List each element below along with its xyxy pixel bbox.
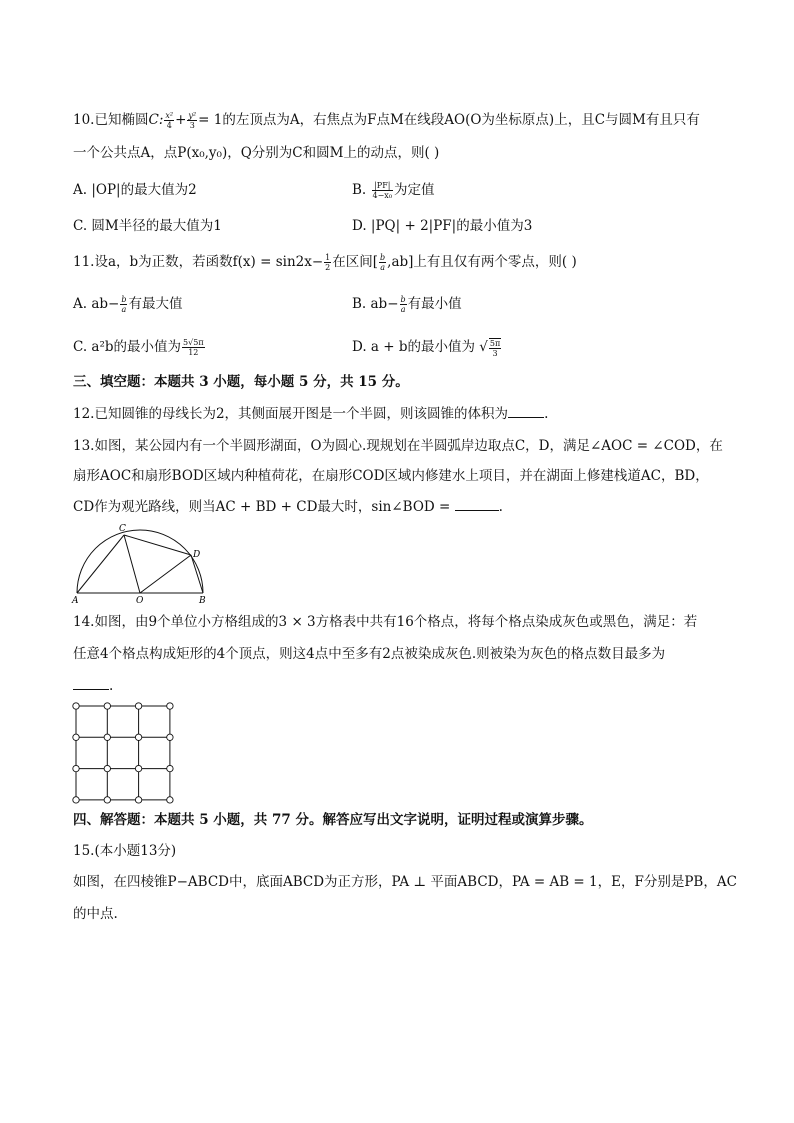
grid-lattice-point	[73, 734, 79, 740]
q10-option-b: B. $\frac{|PF|}{\text{4−x₀}}$ 为定值	[352, 181, 435, 200]
grid-lattice-point	[104, 703, 110, 709]
q13-semicircle-figure	[70, 520, 212, 606]
q11-option-c: C. a²b的最小值为 $\frac{5√5\pi}{12}$	[73, 338, 204, 357]
q14-answer-blank[interactable]	[73, 677, 109, 690]
q13-stem-line2: 扇形AOC和扇形BOD区域内种植荷花，在扇形COD区域内修建水上项目，并在湖面上修建栈道AC，BD，	[73, 468, 709, 484]
q10-frac-x: $\frac{\text{x²}}{4}$	[165, 111, 174, 130]
grid-lattice-point	[73, 703, 79, 709]
q10-option-c: C. 圆M半径的最大值为1	[73, 218, 222, 234]
grid-lattice-point	[73, 797, 79, 803]
q14-grid-figure	[70, 700, 176, 806]
label-o: O	[136, 596, 144, 606]
q11-option-d: D. a + b的最小值为 √ $\frac{5\pi}{3}$	[352, 338, 501, 358]
q10-optB-frac: $\frac{|PF|}{\text{4−x₀}}$	[372, 181, 393, 200]
q15-stem-line1: 如图，在四棱锥P−ABCD中，底面ABCD为正方形，PA ⊥ 平面ABCD，PA = AB = 1，E，F分别是PB，AC	[73, 874, 737, 890]
q14-answer-line: .	[73, 676, 113, 696]
q10-frac-y: $\frac{\text{y²}}{3}$	[188, 111, 197, 130]
q15-stem-line2: 的中点.	[73, 906, 118, 922]
grid-lattice-point	[135, 734, 141, 740]
q11-option-a: A. ab− $\frac{b}{a}$ 有最大值	[73, 295, 183, 314]
q10-option-d: D. |PQ| + 2|PF|的最小值为3	[352, 218, 533, 234]
grid-lattice-point	[167, 703, 173, 709]
label-c: C	[119, 524, 126, 534]
label-b: B	[199, 596, 206, 606]
segment-db	[191, 555, 203, 593]
q13-stem-line1: 13.如图，某公园内有一个半圆形湖面，O为圆心.现规划在半圆弧岸边取点C，D，满足∠AOC = ∠COD，在	[73, 438, 723, 454]
grid-lattice-point	[104, 797, 110, 803]
segment-od	[140, 555, 191, 593]
label-a: A	[72, 596, 79, 606]
q14-stem-line1: 14.如图，由9个单位小方格组成的3 × 3方格表中共有16个格点，将每个格点染成灰色或黑色，满足：若	[73, 614, 698, 630]
q11-stem: 11.设a，b为正数，若函数f(x) = sin2x− $\frac{1}{2}$ 在区间[ $\frac{b}{a}$ ,ab]上有且仅有两个零点，则( )	[73, 253, 577, 272]
grid-lattice-point	[135, 797, 141, 803]
q15-header: 15.(本小题13分)	[73, 843, 177, 859]
grid-lattice-point	[167, 765, 173, 771]
grid-lattice-point	[104, 734, 110, 740]
q10-option-a: A. |OP|的最大值为2	[73, 182, 197, 198]
q14-stem-line2: 任意4个格点构成矩形的4个顶点，则这4点中至多有2点被染成灰色.则被染为灰色的格点数目最多为	[73, 646, 666, 662]
grid-lattice-point	[135, 703, 141, 709]
grid-lattice-point	[73, 765, 79, 771]
section-3-heading: 三、填空题：本题共 3 小题，每小题 5 分，共 15 分。	[73, 374, 409, 390]
grid-lattice-point	[135, 765, 141, 771]
grid-lattice-point	[104, 765, 110, 771]
q12-stem: 12.已知圆锥的母线长为2，其侧面展开图是一个半圆，则该圆锥的体积为 .	[73, 406, 549, 422]
q11-option-b: B. ab− $\frac{b}{a}$ 有最小值	[352, 295, 462, 314]
q12-answer-blank[interactable]	[508, 405, 544, 418]
grid-lattice-point	[167, 797, 173, 803]
q13-stem-line3: CD作为观光路线，则当AC + BD + CD最大时，sin∠BOD = .	[73, 499, 503, 515]
segment-co	[124, 535, 140, 593]
q10-stem-line1: 10.已知椭圆C: $\frac{\text{x²}}{4}$ + $\frac{\text{y²}}{3}$ = 1的左顶点为A，右焦点为F点M在线段AO(O为坐标原点)上，且C与圆M有且只有	[73, 111, 700, 130]
label-d: D	[193, 550, 201, 560]
grid-lattice-point	[167, 734, 173, 740]
q10-stem-line2: 一个公共点A，点P(x₀,y₀)，Q分别为C和圆M上的动点，则( )	[73, 145, 440, 161]
section-4-heading: 四、解答题：本题共 5 小题，共 77 分。解答应写出文字说明，证明过程或演算步骤。	[73, 812, 593, 828]
q13-answer-blank[interactable]	[455, 498, 499, 511]
